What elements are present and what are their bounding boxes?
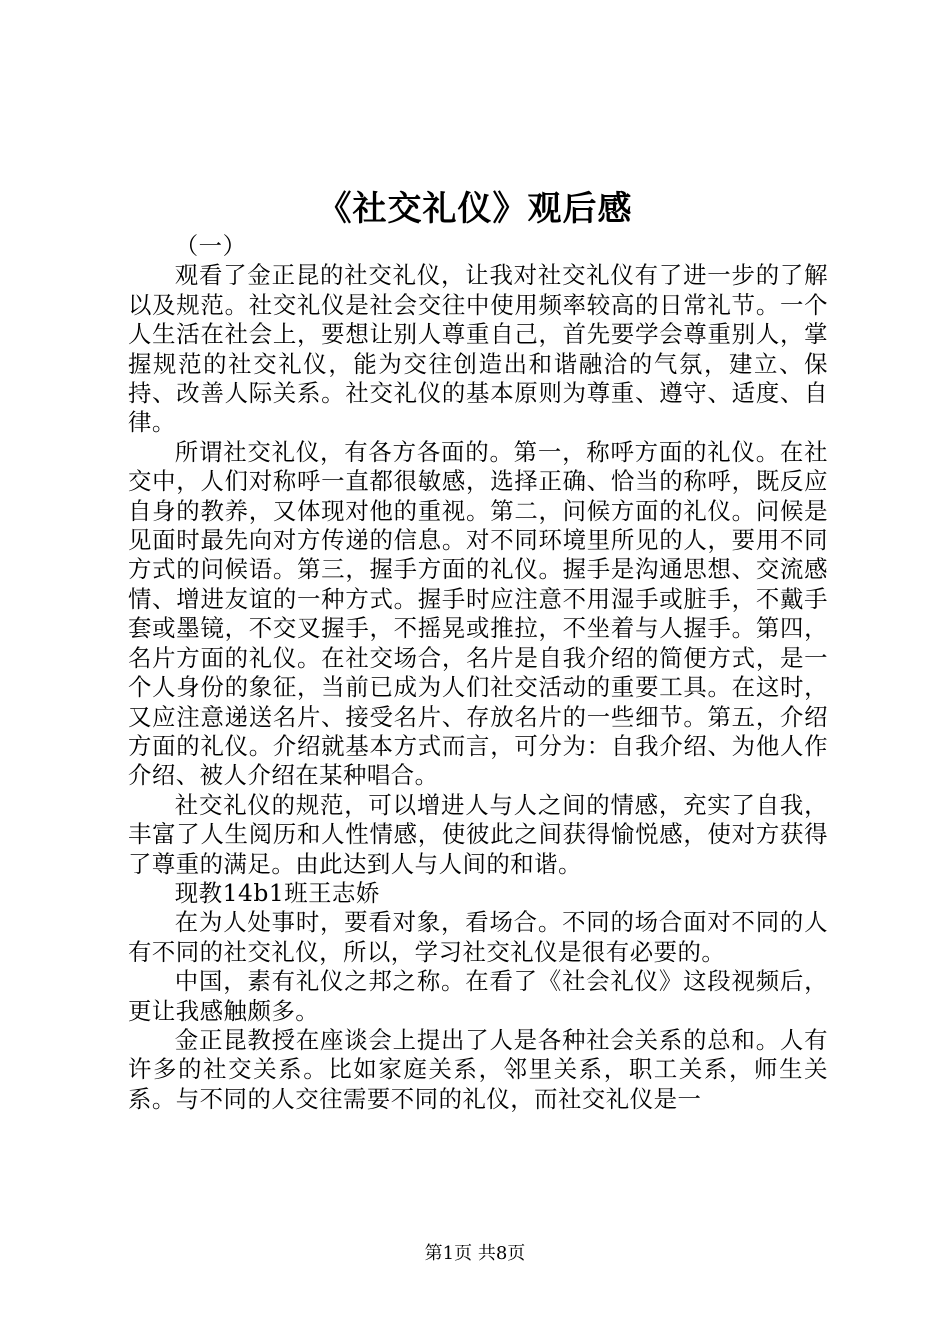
document-title: 《社交礼仪》观后感: [317, 189, 633, 229]
paragraph: 观看了金正昆的社交礼仪，让我对社交礼仪有了进一步的了解以及规范。社交礼仪是社会交往中使用频率较高的日常礼节。一个人生活在社会上，要想让别人尊重自己，首先要学会尊重别人，掌握规范的社交礼仪，能为交往创造出和谐融洽的气氛，建立、保持、改善人际关系。社交礼仪的基本原则为尊重、遵守、适度、自律。: [128, 261, 828, 437]
section-marker: （一）: [174, 232, 247, 260]
paragraph: 中国，素有礼仪之邦之称。在看了《社会礼仪》这段视频后，更让我感触颇多。: [128, 967, 828, 1025]
paragraph: 金正昆教授在座谈会上提出了人是各种社会关系的总和。人有许多的社交关系。比如家庭关系，邻里关系，职工关系，师生关系。与不同的人交往需要不同的礼仪，而社交礼仪是一: [128, 1025, 828, 1113]
document-body: [128, 232, 828, 1114]
page-footer: 第1页 共8页: [424, 1243, 526, 1264]
paragraph: 在为人处事时，要看对象，看场合。不同的场合面对不同的人有不同的社交礼仪，所以，学习社交礼仪是很有必要的。: [128, 908, 828, 966]
paragraph: 社交礼仪的规范，可以增进人与人之间的情感，充实了自我，丰富了人生阅历和人性情感，使彼此之间获得愉悦感，使对方获得了尊重的满足。由此达到人与人间的和谐。: [128, 790, 828, 878]
paragraph: 所谓社交礼仪，有各方各面的。第一，称呼方面的礼仪。在社交中，人们对称呼一直都很敏感，选择正确、恰当的称呼，既反应自身的教养，又体现对他的重视。第二，问候方面的礼仪。问候是见面时最先向对方传递的信息。对不同环境里所见的人，要用不同方式的问候语。第三，握手方面的礼仪。握手是沟通思想、交流感情、增进友谊的一种方式。握手时应注意不用湿手或脏手，不戴手套或墨镜，不交叉握手，不摇晃或推拉，不坐着与人握手。第四，名片方面的礼仪。在社交场合，名片是自我介绍的简便方式，是一个人身份的象征，当前已成为人们社交活动的重要工具。在这时，又应注意递送名片、接受名片、存放名片的一些细节。第五，介绍方面的礼仪。介绍就基本方式而言，可分为：自我介绍、为他人作介绍、被人介绍在某种唱合。: [128, 437, 828, 790]
author-line: 现教14b1班王志娇: [174, 878, 380, 907]
